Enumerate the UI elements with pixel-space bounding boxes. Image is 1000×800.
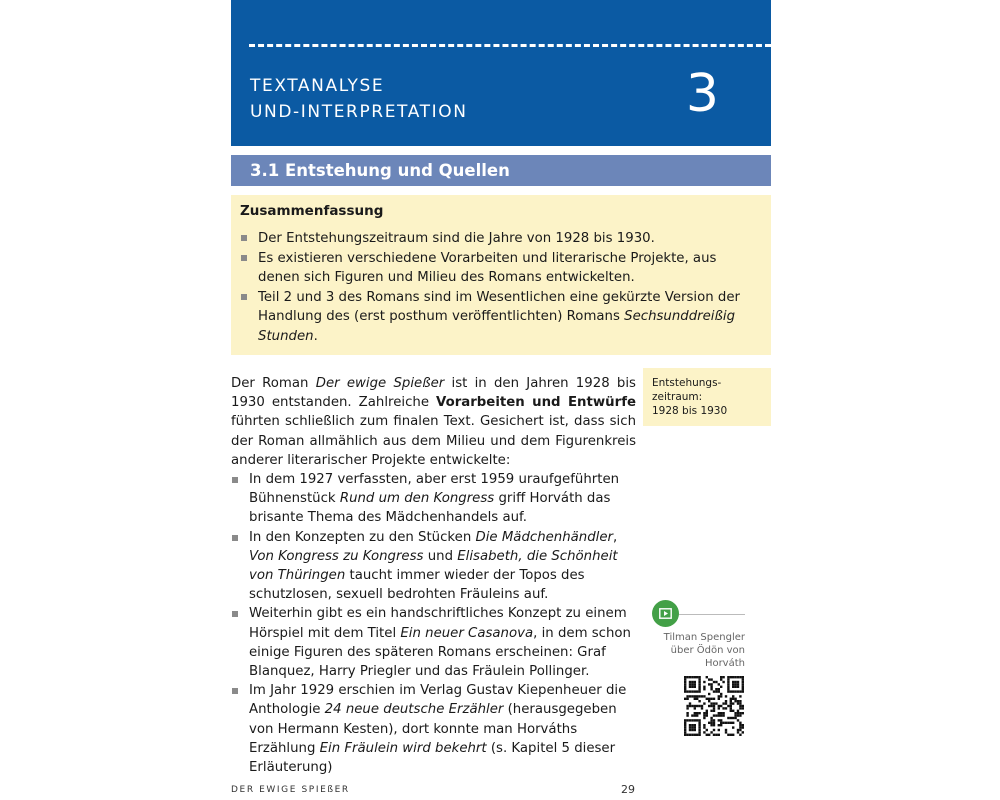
list-item: Weiterhin gibt es ein handschriftliches Konzept zu einem Hörspiel mit dem Titel Ein neuer Casanova, in dem schon einige Figuren des späteren Romans erscheinen: Graf Blanquez, Harry Priegler und das Fräulein Pollinger. xyxy=(231,604,636,681)
square-bullet-icon xyxy=(232,611,238,617)
list-item: Im Jahr 1929 erschien im Verlag Gustav Kiepenheuer die Anthologie 24 neue deutsche Erzähler (herausgegeben von Hermann Kesten), dort konnte man Horváths Erzählung Ein Fräulein wird bekehrt (s. Kapitel 5 dieser Erläuterung) xyxy=(231,681,636,777)
play-video-icon[interactable] xyxy=(652,600,679,627)
margin-note-line: Entstehungs- xyxy=(652,377,722,389)
list-item: In den Konzepten zu den Stücken Die Mädchenhändler, Von Kongress zu Kongress und Elisabeth, die Schönheit von Thüringen taucht immer wieder der Topos des schutzlosen, sexuell bedrohten Fräuleins auf. xyxy=(231,528,636,605)
footer-book-title: DER EWIGE SPIEßER xyxy=(231,785,350,795)
summary-heading: Zusammenfassung xyxy=(240,203,384,219)
qr-code-icon[interactable] xyxy=(684,676,744,736)
square-bullet-icon xyxy=(241,255,247,261)
list-item: In dem 1927 verfassten, aber erst 1959 uraufgeführten Bühnenstück Rund um den Kongress griff Horváth das brisante Thema des Mädchenhandels auf. xyxy=(231,470,636,528)
page-number: 29 xyxy=(621,783,635,796)
divider-line xyxy=(674,614,745,615)
summary-item: Es existieren verschiedene Vorarbeiten und literarische Projekte, aus denen sich Figuren und Milieu des Romans entwickelten. xyxy=(240,249,755,288)
margin-note-line: zeitraum: xyxy=(652,391,703,403)
square-bullet-icon xyxy=(232,477,238,483)
video-caption: Tilman Spengler über Ödön von Horváth xyxy=(663,632,745,669)
chapter-title-line1: TEXTANALYSE xyxy=(250,76,385,96)
summary-box xyxy=(231,195,771,355)
section-title: 3.1 Entstehung und Quellen xyxy=(250,161,510,180)
chapter-number: 3 xyxy=(685,64,719,124)
summary-item: Teil 2 und 3 des Romans sind im Wesentlichen eine gekürzte Version der Handlung des (erst posthum veröffentlichten) Romans Sechsunddreißig Stunden. xyxy=(240,288,755,347)
margin-note xyxy=(643,368,771,426)
intro-paragraph: Der Roman Der ewige Spießer ist in den Jahren 1928 bis 1930 entstanden. Zahlreiche Vorarbeiten und Entwürfe führten schließlich zum finalen Text. Gesichert ist, dass sich der Roman allmählich aus dem Milieu und dem Figurenkreis anderer literarischer Projekte entwickelte: xyxy=(231,376,636,468)
square-bullet-icon xyxy=(241,235,247,241)
chapter-header xyxy=(231,0,771,146)
chapter-title-line2: UND-INTERPRETATION xyxy=(250,102,468,122)
summary-list xyxy=(240,229,755,346)
section-title-bar xyxy=(231,155,771,186)
dashed-rule xyxy=(249,44,771,47)
square-bullet-icon xyxy=(241,294,247,300)
square-bullet-icon xyxy=(232,688,238,694)
margin-note-line: 1928 bis 1930 xyxy=(652,405,728,417)
square-bullet-icon xyxy=(232,535,238,541)
summary-item: Der Entstehungszeitraum sind die Jahre von 1928 bis 1930. xyxy=(240,229,755,249)
body-text xyxy=(231,374,636,777)
source-list xyxy=(231,470,636,777)
